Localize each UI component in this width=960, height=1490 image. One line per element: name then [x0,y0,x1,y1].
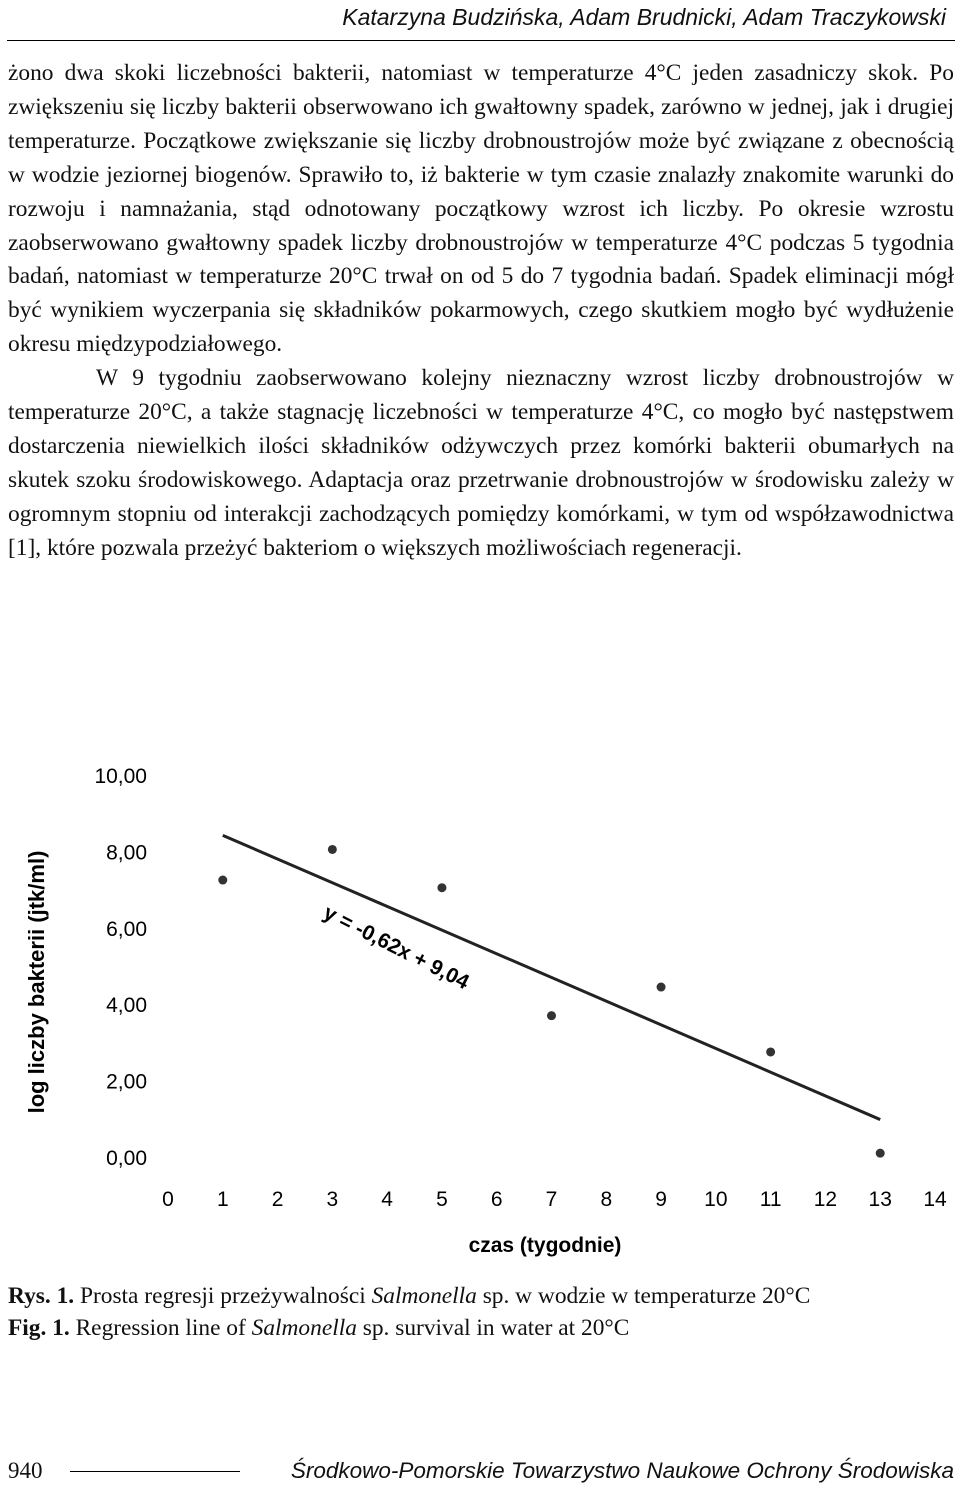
x-tick-label: 5 [436,1188,448,1211]
data-point [766,1047,775,1056]
x-tick-label: 9 [655,1188,667,1211]
x-tick-label: 8 [600,1188,613,1211]
trend-equation: y = -0,62x + 9,04 [319,900,473,995]
footer-rule [70,1471,240,1472]
data-point [876,1149,885,1158]
caption-pl-species: Salmonella [371,1283,477,1309]
caption-pl-label: Rys. 1. [8,1283,75,1309]
data-point [437,883,446,892]
data-point [657,983,666,992]
caption-pl-text-1: Prosta regresji przeżywalności [74,1283,372,1309]
body-text [8,57,954,566]
y-tick-label: 6,00 [106,917,147,941]
caption-en-text-2: sp. survival in water at 20°C [356,1315,630,1341]
data-point [547,1011,556,1020]
x-tick-label: 10 [704,1188,728,1211]
caption-en-text-1: Regression line of [69,1315,252,1341]
x-tick-label: 7 [545,1188,558,1211]
caption-en-label: Fig. 1. [8,1315,70,1341]
x-tick-label: 0 [162,1188,174,1211]
x-tick-label: 11 [759,1188,782,1211]
x-axis-ticks [162,1188,947,1211]
x-tick-label: 12 [813,1188,838,1211]
y-tick-label: 10,00 [94,765,147,788]
x-tick-label: 3 [326,1188,339,1211]
trendline-group [223,835,880,1119]
x-tick-label: 2 [271,1188,284,1211]
journal-name: Środkowo-Pomorskie Towarzystwo Naukowe Ochrony Środowiska [290,1458,954,1483]
caption-english [8,1312,954,1344]
data-point [328,845,337,854]
y-tick-label: 4,00 [106,994,147,1018]
x-tick-label: 6 [490,1188,503,1211]
data-points [218,845,884,1158]
caption-polish [8,1280,954,1312]
x-axis-label: czas (tygodnie) [468,1234,622,1257]
paragraph-1: żono dwa skoki liczebności bakterii, natomiast w temperaturze 4°C jeden zasadniczy skok. Po zwiększeniu się liczby bakterii obserwowano ich gwałtowny spadek, zarówno w jednej, jak i drugiej temperaturze. Początkowe zwiększanie się liczby drobnoustrojów może być związane z obecnością w wodzie jeziornej biogenów. Sprawiło to, iż bakterie w tym czasie znalazły znakomite warunki do rozwoju i namnażania, stąd odnotowany początkowy wzrost ich liczby. Po okresie wzrostu zaobserwowano gwałtowny spadek liczby drobnoustrojów w temperaturze 4°C podczas 5 tygodnia badań, natomiast w temperaturze 20°C trwał on od 5 do 7 tygodnia badań. Spadek eliminacji mógł być wynikiem wyczerpania się składników pokarmowych, czego skutkiem mogło być wydłużenie okresu międzypodziałowego. [8,60,954,358]
paragraph-2: W 9 tygodniu zaobserwowano kolejny nieznaczny wzrost liczby drobnoustrojów w temperaturze 20°C, a także stagnację liczebności w temperaturze 4°C, co mogło być następstwem dostarczenia niewielkich ilości składników odżywczych przez komórki bakterii obumarłych na skutek szoku środowiskowego. Adaptacja oraz przetrwanie drobnoustrojów w środowisku zależy w ogromnym stopniu od interakcji zachodzących pomiędzy komórkami, w tym od współzawodnictwa [1], które pozwala przeżyć bakteriom o większych możliwościach regeneracji. [8,365,954,561]
page-number: 940 [8,1458,43,1483]
y-tick-label: 8,00 [106,841,147,865]
x-tick-label: 13 [868,1188,892,1211]
y-axis-label: log liczby bakterii (jtk/ml) [24,850,49,1114]
figure-caption [8,1280,954,1344]
y-tick-label: 0,00 [106,1147,147,1170]
regression-chart [0,752,960,1272]
x-tick-label: 1 [216,1188,229,1211]
trendline [223,835,880,1119]
caption-pl-text-2: sp. w wodzie w temperaturze 20°C [476,1283,811,1309]
page-footer [8,1458,954,1490]
y-tick-label: 2,00 [106,1070,147,1094]
data-point [218,876,227,885]
x-tick-label: 4 [381,1188,393,1211]
caption-en-species: Salmonella [251,1315,357,1341]
running-header-authors: Katarzyna Budzińska, Adam Brudnicki, Adam Traczykowski [342,4,946,30]
y-axis-ticks [94,765,147,1170]
header-rule [7,40,955,41]
x-tick-label: 14 [923,1188,947,1211]
